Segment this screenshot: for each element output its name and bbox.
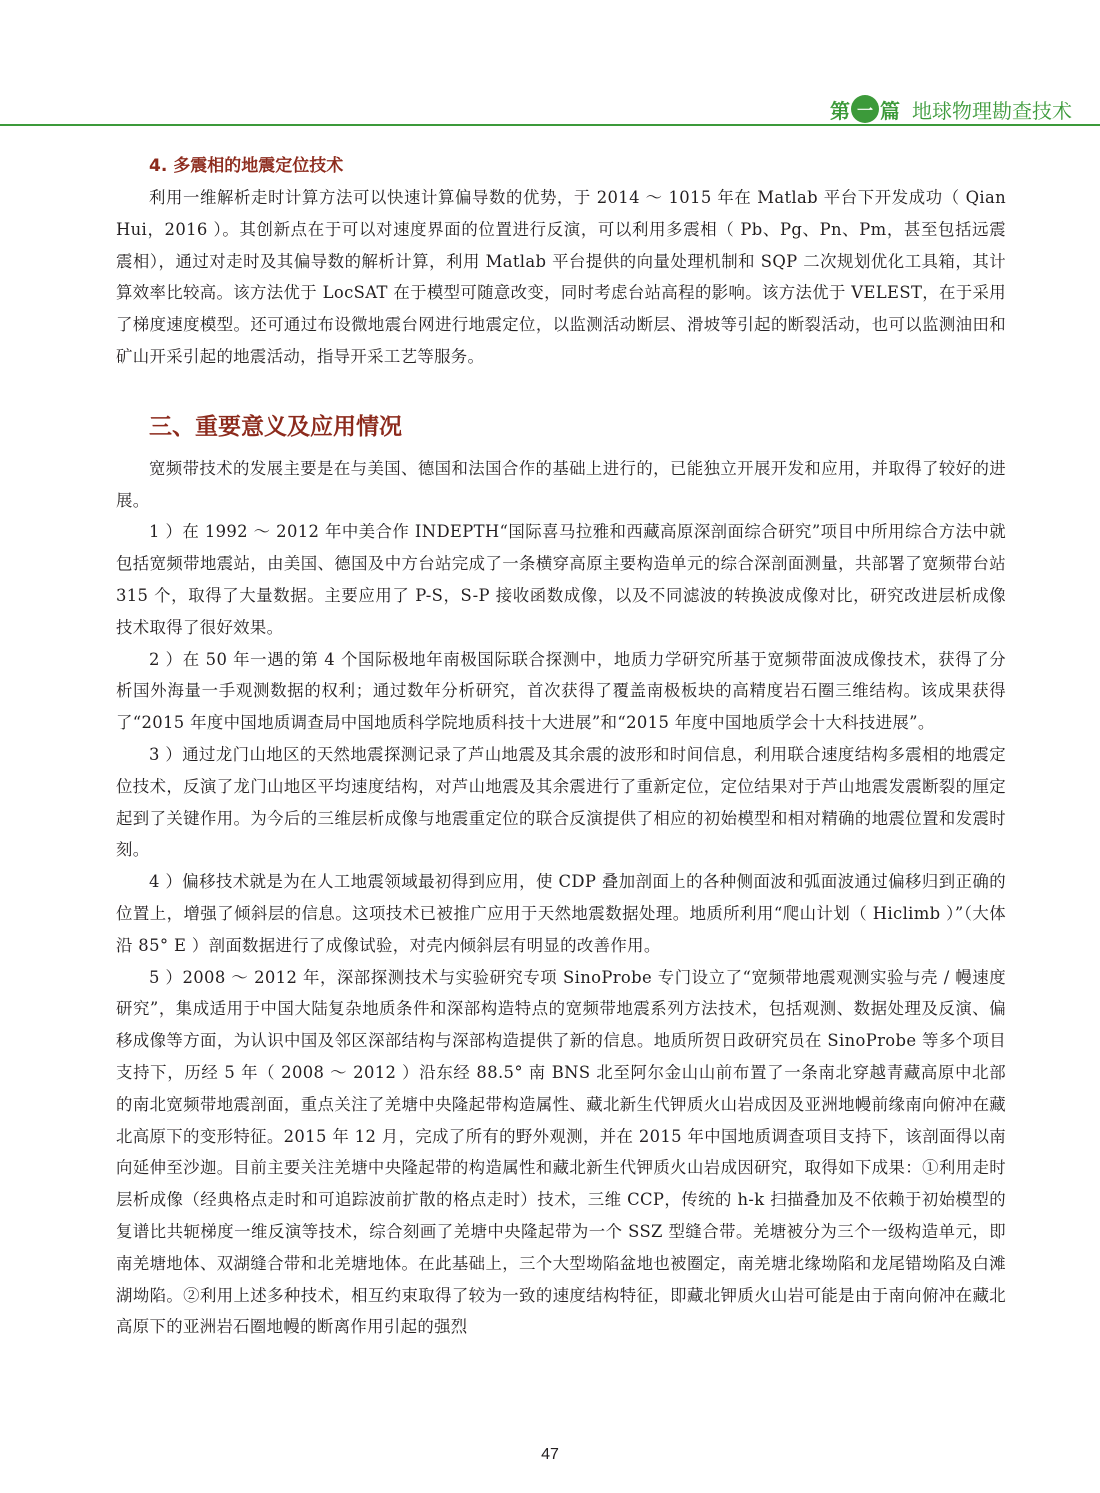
body-paragraph: 2 ）在 50 年一遇的第 4 个国际极地年南极国际联合探测中，地质力学研究所基于宽频带面波成像技术，获得了分析国外海量一手观测数据的权利；通过数年分析研究，首次获得了覆盖南极板块的高精度岩石圈三维结构。该成果获得了“2015 年度中国地质调查局中国地质科学院地质科技十大进展”和“2015 年度中国地质学会十大科技进展”。 xyxy=(116,649,1006,733)
part-prefix: 第 xyxy=(830,98,850,123)
part-name: 地球物理勘查技术 xyxy=(912,98,1072,123)
section-4-heading: 4. 多震相的地震定位技术 xyxy=(149,156,344,176)
page-body xyxy=(116,150,1006,1343)
body-paragraph: 3 ）通过龙门山地区的天然地震探测记录了芦山地震及其余震的波形和时间信息，利用联合速度结构多震相的地震定位技术，反演了龙门山地区平均速度结构，对芦山地震及其余震进行了重新定位，定位结果对于芦山地震发震断裂的厘定起到了关键作用。为今后的三维层析成像与地震重定位的联合反演提供了相应的初始模型和相对精确的地震位置和发震时刻。 xyxy=(116,744,1006,860)
part-title xyxy=(830,94,1072,124)
section-4-paragraph: 利用一维解析走时计算方法可以快速计算偏导数的优势，于 2014 ～ 1015 年在 Matlab 平台下开发成功（ Qian Hui，2016 ）。其创新点在于可以对速度界面的位置进行反演，可以利用多震相（ Pb、Pg、Pn、Pm，甚至包括远震震相），通过对走时及其偏导数的解析计算，利用 Matlab 平台提供的向量处理机制和 SQP 二次规划优化工具箱，其计算效率比较高。该方法优于 LocSAT 在于模型可随意改变，同时考虑台站高程的影响。该方法优于 VELEST，在于采用了梯度速度模型。还可通过布设微地震台网进行地震定位，以监测活动断层、滑坡等引起的断裂活动，也可以监测油田和矿山开采引起的地震活动，指导开采工艺等服务。 xyxy=(116,188,1006,366)
part-number-badge: 一 xyxy=(851,95,879,123)
section-3-heading: 三、重要意义及应用情况 xyxy=(149,413,402,440)
body-paragraph: 宽频带技术的发展主要是在与美国、德国和法国合作的基础上进行的，已能独立开展开发和应用，并取得了较好的进展。 xyxy=(116,458,1006,510)
body-paragraph: 5 ）2008 ～ 2012 年，深部探测技术与实验研究专项 SinoProbe 专门设立了“宽频带地震观测实验与壳 / 幔速度研究”，集成适用于中国大陆复杂地质条件和深部构造特点的宽频带地震系列方法技术，包括观测、数据处理及反演、偏移成像等方面，为认识中国及邻区深部结构与深部构造提供了新的信息。地质所贺日政研究员在 SinoProbe 等多个项目支持下，历经 5 年（ 2008 ～ 2012 ）沿东经 88.5° 南 BNS 北至阿尔金山山前布置了一条南北穿越青藏高原中北部的南北宽频带地震剖面，重点关注了羌塘中央隆起带构造属性、藏北新生代钾质火山岩成因及亚洲地幔前缘南向俯冲在藏北高原下的变形特征。2015 年 12 月，完成了所有的野外观测，并在 2015 年中国地质调查项目支持下，该剖面得以南向延伸至沙迦。目前主要关注羌塘中央隆起带的构造属性和藏北新生代钾质火山岩成因研究，取得如下成果：①利用走时层析成像（经典格点走时和可追踪波前扩散的格点走时）技术，三维 CCP，传统的 h-k 扫描叠加及不依赖于初始模型的复谱比共轭梯度一维反演等技术，综合刻画了羌塘中央隆起带为一个 SSZ 型缝合带。羌塘被分为三个一级构造单元，即南羌塘地体、双湖缝合带和北羌塘地体。在此基础上，三个大型坳陷盆地也被圈定，南羌塘北缘坳陷和龙尾错坳陷及白滩湖坳陷。②利用上述多种技术，相互约束取得了较为一致的速度结构特征，即藏北钾质火山岩可能是由于南向俯冲在藏北高原下的亚洲岩石圈地幔的断离作用引起的强烈 xyxy=(116,967,1006,1337)
body-paragraph: 4 ）偏移技术就是为在人工地震领域最初得到应用，使 CDP 叠加剖面上的各种侧面波和弧面波通过偏移归到正确的位置上，增强了倾斜层的信息。这项技术已被推广应用于天然地震数据处理。地质所利用“爬山计划（ Hiclimb ）”（大体沿 85° E ）剖面数据进行了成像试验，对壳内倾斜层有明显的改善作用。 xyxy=(116,872,1006,955)
page-header xyxy=(0,0,1100,130)
header-rule xyxy=(0,124,1100,126)
page-number: 47 xyxy=(541,1446,559,1463)
part-suffix: 篇 xyxy=(880,98,900,123)
body-paragraph: 1 ）在 1992 ～ 2012 年中美合作 INDEPTH“国际喜马拉雅和西藏高原深剖面综合研究”项目中所用综合方法中就包括宽频带地震站，由美国、德国及中方台站完成了一条横穿高原主要构造单元的综合深剖面测量，共部署了宽频带台站 315 个，取得了大量数据。主要应用了 P-S，S-P 接收函数成像，以及不同滤波的转换波成像对比，研究改进层析成像技术取得了很好效果。 xyxy=(116,522,1006,637)
